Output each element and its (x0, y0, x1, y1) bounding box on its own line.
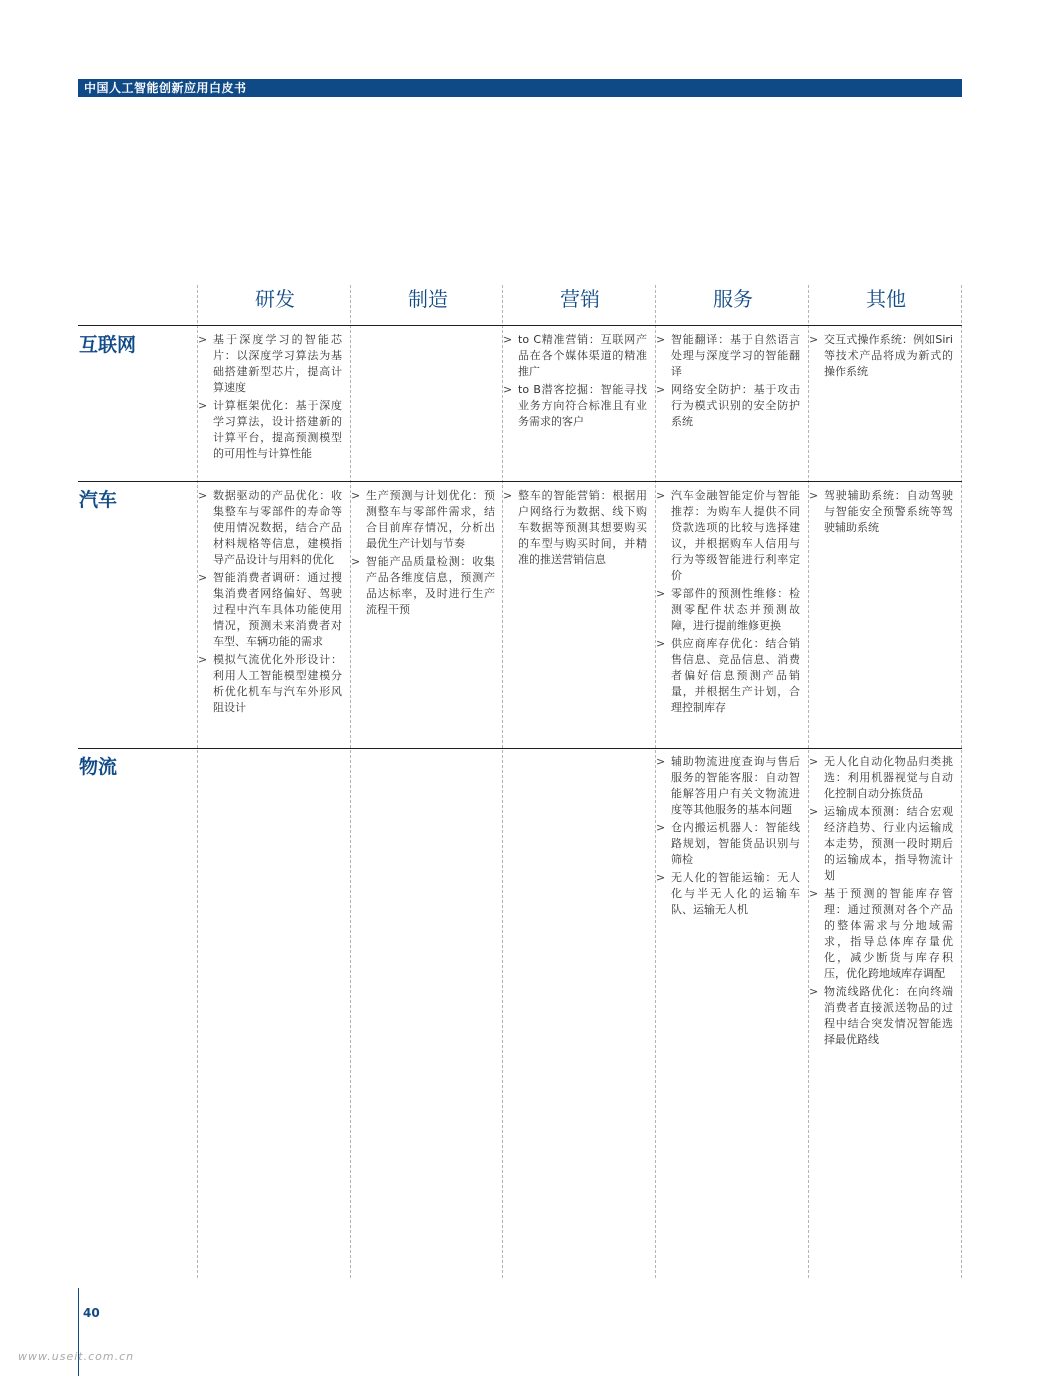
list-item: > 网络安全防护：基于攻击行为模式识别的安全防护系统 (656, 383, 800, 428)
cell-automotive-other (809, 488, 953, 538)
list-item: > 辅助物流进度查询与售后服务的智能客服：自动智能解答用户有关文物流进度等其他服务的基本问题 (656, 755, 800, 816)
page-number: 40 (83, 1306, 100, 1320)
list-item: > to B潜客挖掘：智能寻找业务方向符合标准且有业务需求的客户 (503, 383, 647, 428)
bullet-arrow-icon: > (351, 555, 361, 568)
bullet-arrow-icon: > (656, 637, 666, 650)
list-item: > to C精准营销：互联网产品在各个媒体渠道的精准推广 (503, 333, 647, 378)
column-divider (502, 285, 503, 1278)
cell-logistics-other (809, 754, 953, 1050)
bullet-arrow-icon: > (656, 755, 666, 768)
list-item: > 整车的智能营销：根据用户网络行为数据、线下购车数据等预测其想要购买的车型与购买时间，并精准的推送营销信息 (503, 489, 647, 566)
row-header-automotive: 汽车 (79, 489, 118, 511)
bullet-arrow-icon: > (656, 821, 666, 834)
bullet-arrow-icon: > (198, 653, 208, 666)
bullet-arrow-icon: > (809, 887, 819, 900)
list-item: > 汽车金融智能定价与智能推荐：为购车人提供不同贷款选项的比较与选择建议，并根据购车人信用与行为等级智能进行利率定价 (656, 489, 800, 582)
column-divider (350, 285, 351, 1278)
list-item: > 交互式操作系统：例如Siri等技术产品将成为新式的操作系统 (809, 333, 953, 378)
cell-automotive-marketing (503, 488, 647, 570)
bullet-arrow-icon: > (198, 571, 208, 584)
row-header-internet: 互联网 (79, 334, 137, 356)
bullet-arrow-icon: > (198, 399, 208, 412)
list-item: > 智能消费者调研：通过搜集消费者网络偏好、驾驶过程中汽车具体功能使用情况，预测未来消费者对车型、车辆功能的需求 (198, 571, 342, 648)
column-header-marketing: 营销 (560, 287, 600, 311)
bullet-arrow-icon: > (503, 383, 513, 396)
bullet-arrow-icon: > (351, 489, 361, 502)
column-header-other: 其他 (866, 287, 906, 311)
row-header-logistics: 物流 (79, 756, 118, 778)
list-item: > 零部件的预测性维修：检测零配件状态并预测故障，进行提前维修更换 (656, 587, 800, 632)
list-item: > 计算框架优化：基于深度学习算法，设计搭建新的计算平台，提高预测模型的可用性与计算性能 (198, 399, 342, 460)
row-divider (78, 481, 962, 482)
list-item: > 智能产品质量检测：收集产品各维度信息，预测产品达标率，及时进行生产流程干预 (351, 555, 495, 616)
list-item: > 基于预测的智能库存管理：通过预测对各个产品的整体需求与分地域需求，指导总体库存量优化，减少断货与库存积压，优化跨地域库存调配 (809, 887, 953, 980)
column-header-rnd: 研发 (255, 287, 295, 311)
list-item: > 物流线路优化：在向终端消费者直接派送物品的过程中结合突发情况智能选择最优路线 (809, 985, 953, 1046)
bullet-arrow-icon: > (809, 333, 819, 346)
bullet-arrow-icon: > (656, 587, 666, 600)
column-header-manufacturing: 制造 (408, 287, 448, 311)
cell-automotive-manufacturing (351, 488, 495, 620)
bullet-arrow-icon: > (656, 383, 666, 396)
list-item: > 供应商库存优化：结合销售信息、竞品信息、消费者偏好信息预测产品销量，并根据生产计划，合理控制库存 (656, 637, 800, 714)
list-item: > 无人化自动化物品归类挑选：利用机器视觉与自动化控制自动分拣货品 (809, 755, 953, 800)
cell-internet-service (656, 332, 800, 432)
bullet-arrow-icon: > (198, 489, 208, 502)
cell-automotive-service (656, 488, 800, 718)
list-item: > 数据驱动的产品优化：收集整车与零部件的寿命等使用情况数据，结合产品材料规格等信息，建模指导产品设计与用料的优化 (198, 489, 342, 566)
header-bar (78, 79, 962, 97)
list-item: > 生产预测与计划优化：预测整车与零部件需求，结合目前库存情况，分析出最优生产计划与节奏 (351, 489, 495, 550)
bullet-arrow-icon: > (809, 985, 819, 998)
list-item: > 智能翻译：基于自然语言处理与深度学习的智能翻译 (656, 333, 800, 378)
cell-internet-other (809, 332, 953, 382)
bullet-arrow-icon: > (656, 489, 666, 502)
list-item: > 仓内搬运机器人：智能线路规划，智能货品识别与筛检 (656, 821, 800, 866)
list-item: > 运输成本预测：结合宏观经济趋势、行业内运输成本走势，预测一段时期后的运输成本，指导物流计划 (809, 805, 953, 882)
cell-internet-rnd (198, 332, 342, 464)
bullet-arrow-icon: > (503, 333, 513, 346)
cell-logistics-service (656, 754, 800, 920)
column-divider (961, 285, 962, 1278)
list-item: > 基于深度学习的智能芯片：以深度学习算法为基础搭建新型芯片，提高计算速度 (198, 333, 342, 394)
column-header-service: 服务 (713, 287, 753, 311)
row-divider (78, 325, 962, 326)
bullet-arrow-icon: > (656, 333, 666, 346)
document-title: 中国人工智能创新应用白皮书 (84, 81, 247, 95)
list-item: > 模拟气流优化外形设计：利用人工智能模型建模分析优化机车与汽车外形风阻设计 (198, 653, 342, 714)
bullet-arrow-icon: > (809, 755, 819, 768)
watermark: www.useit.com.cn (18, 1350, 135, 1363)
bullet-arrow-icon: > (198, 333, 208, 346)
cell-internet-marketing (503, 332, 647, 432)
bullet-arrow-icon: > (503, 489, 513, 502)
bullet-arrow-icon: > (656, 871, 666, 884)
list-item: > 驾驶辅助系统：自动驾驶与智能安全预警系统等驾驶辅助系统 (809, 489, 953, 534)
row-divider (78, 748, 962, 749)
bullet-arrow-icon: > (809, 489, 819, 502)
list-item: > 无人化的智能运输：无人化与半无人化的运输车队、运输无人机 (656, 871, 800, 916)
cell-automotive-rnd (198, 488, 342, 718)
bullet-arrow-icon: > (809, 805, 819, 818)
